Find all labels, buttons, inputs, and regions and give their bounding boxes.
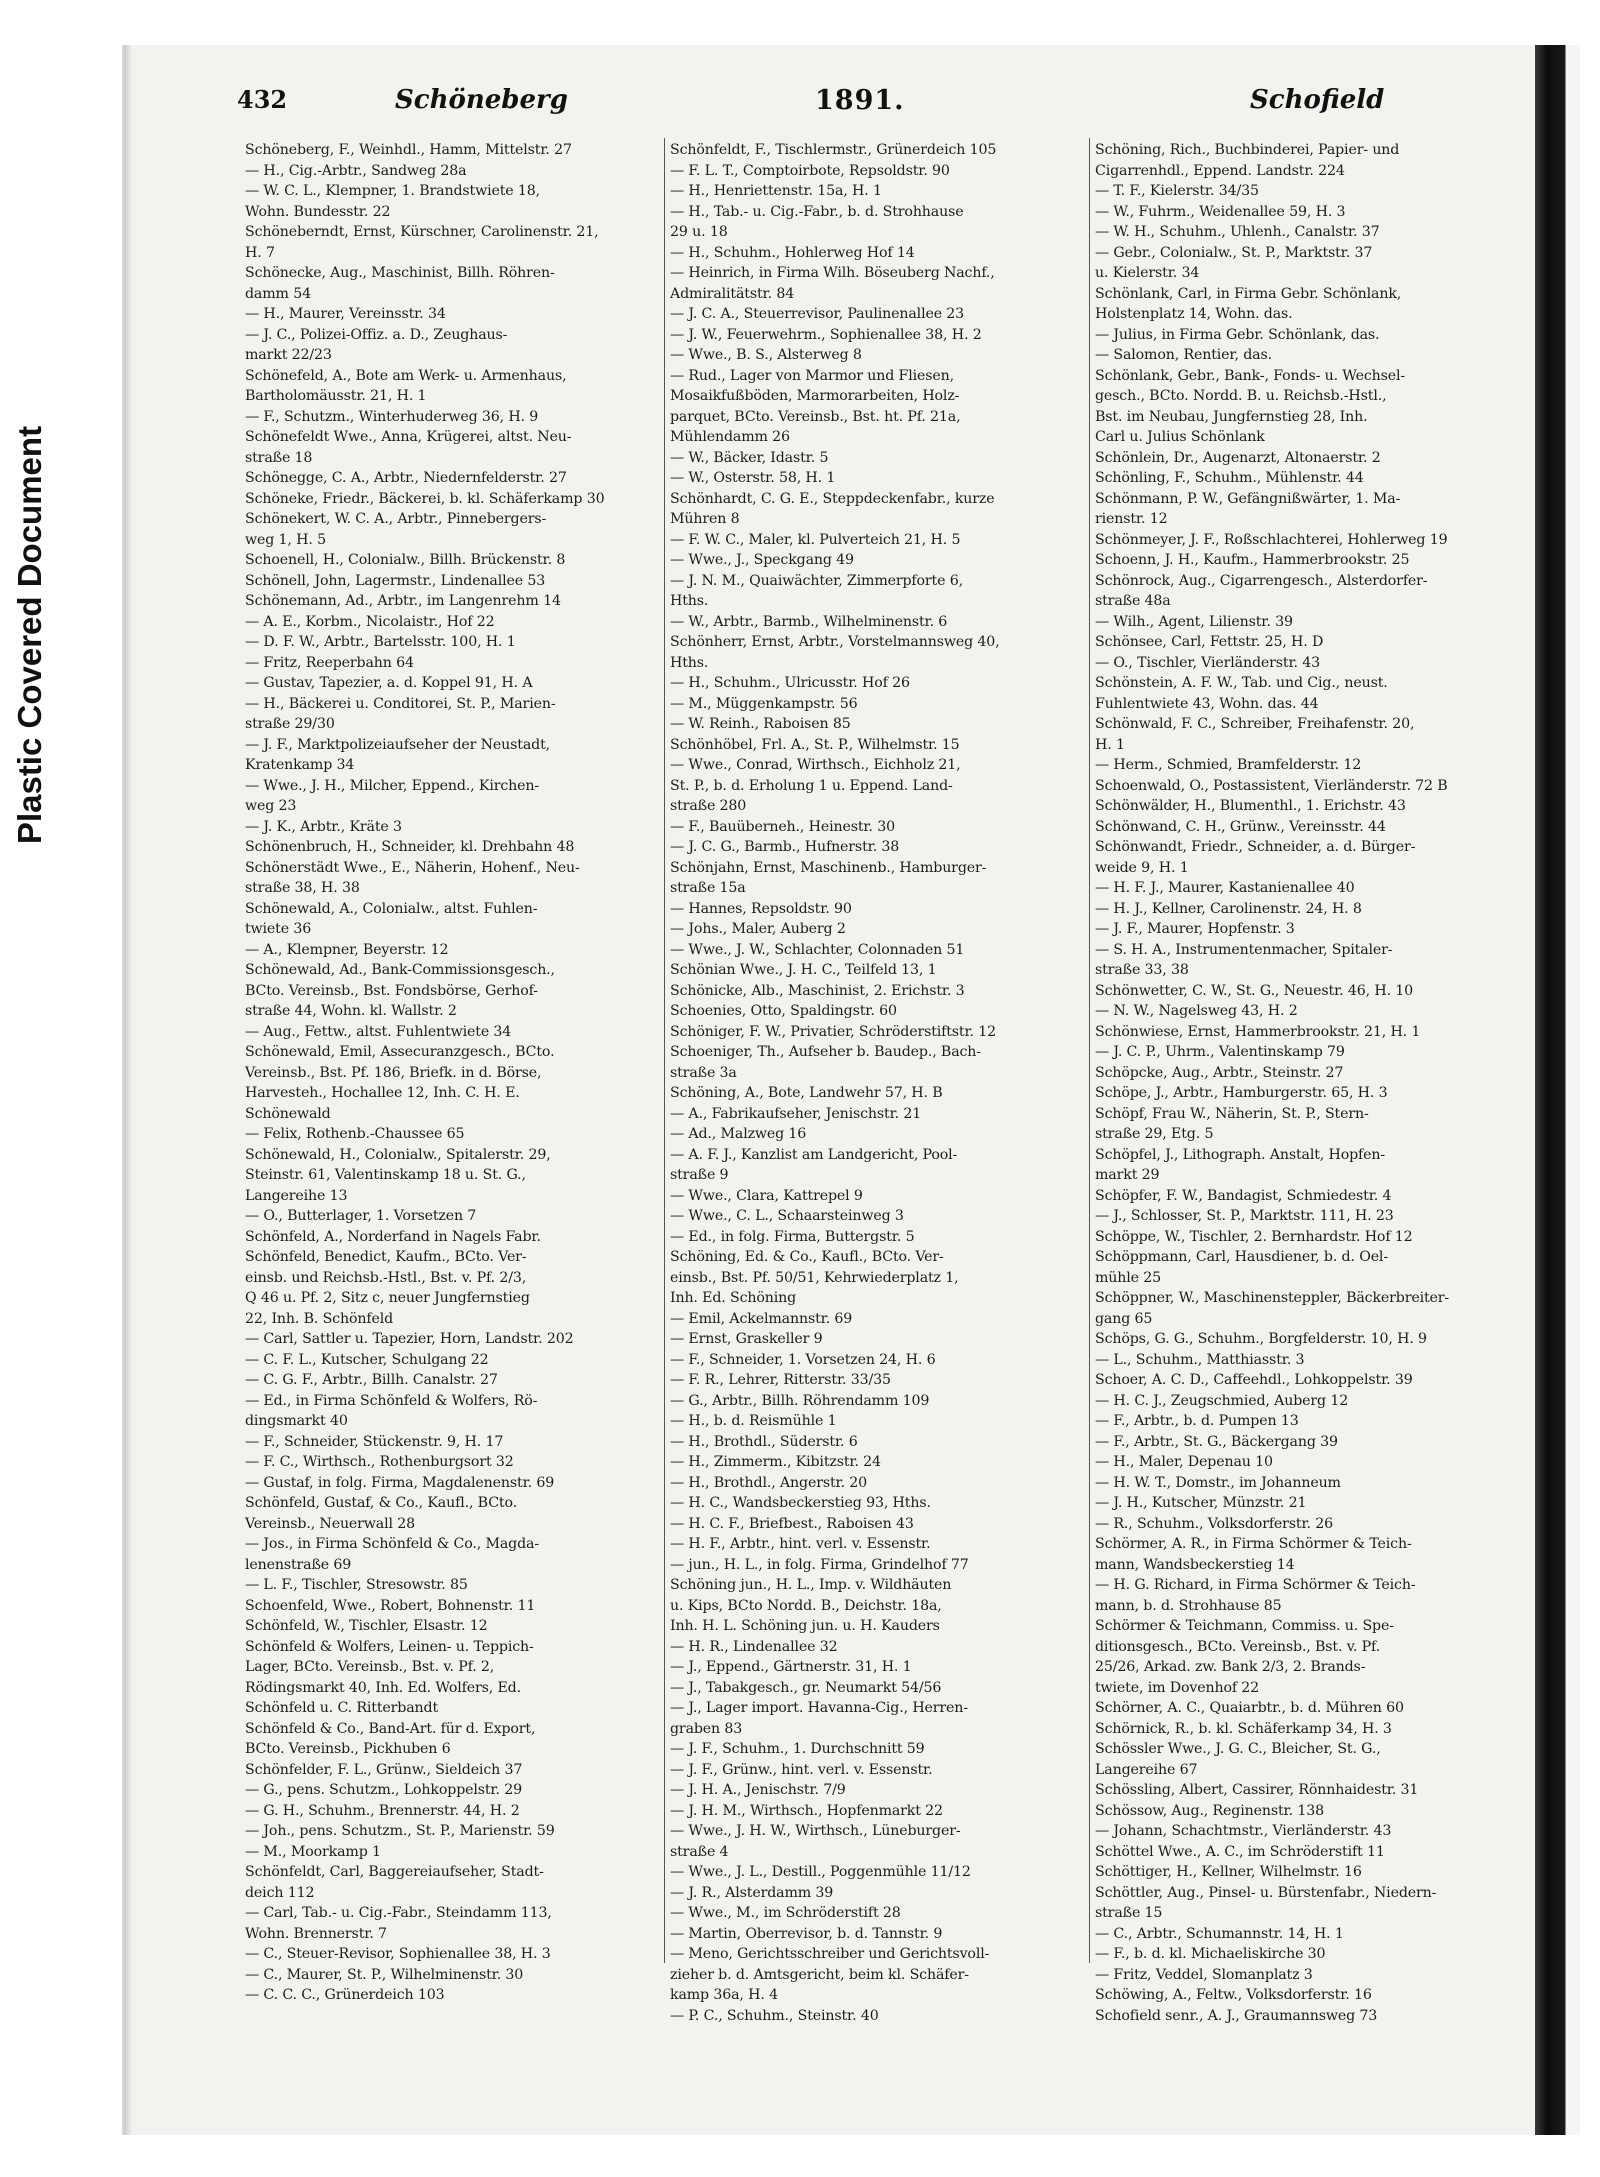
directory-entry: Mühren 8	[670, 511, 740, 527]
directory-entry: — Martin, Oberrevisor, b. d. Tannstr. 9	[670, 1925, 943, 1942]
directory-entry: — F. W. C., Maler, kl. Pulverteich 21, H. 5	[670, 531, 961, 548]
directory-entry: Schöpfel, J., Lithograph. Anstalt, Hopfen-	[1095, 1146, 1386, 1163]
directory-entry: — F., Schneider, Stückenstr. 9, H. 17	[245, 1433, 504, 1450]
directory-column-3	[1095, 140, 1507, 2024]
directory-entry: Schöneberg, F., Weinhdl., Hamm, Mittelstr. 27	[245, 142, 572, 158]
page-number: 432	[237, 85, 288, 114]
directory-entry: Schönefeldt Wwe., Anna, Krügerei, altst. Neu-	[245, 429, 572, 445]
directory-entry: Schönfeld, Gustaf, & Co., Kaufl., BCto.	[245, 1495, 517, 1511]
directory-entry: Vereinsb., Bst. Pf. 186, Briefk. in d. Börse,	[245, 1064, 542, 1081]
directory-entry: Schönenbruch, H., Schneider, kl. Drehbahn 48	[245, 839, 575, 855]
directory-entry: St. P., b. d. Erholung 1 u. Eppend. Land-	[670, 777, 953, 794]
directory-entry: — H. R., Lindenallee 32	[670, 1638, 838, 1655]
directory-entry: Schöning jun., H. L., Imp. v. Wildhäuten	[670, 1577, 952, 1593]
directory-entry: — G. H., Schuhm., Brennerstr. 44, H. 2	[245, 1802, 520, 1819]
directory-entry: — J. R., Alsterdamm 39	[670, 1884, 834, 1901]
directory-entry: Kratenkamp 34	[245, 757, 355, 773]
directory-entry: — F., Schutzm., Winterhuderweg 36, H. 9	[245, 408, 539, 425]
directory-entry: straße 44, Wohn. kl. Wallstr. 2	[245, 1003, 457, 1019]
directory-entry: Admiralitätstr. 84	[670, 285, 795, 302]
directory-entry: — Meno, Gerichtsschreiber und Gerichtsvoll-	[670, 1946, 990, 1962]
directory-entry: — J. F., Schuhm., 1. Durchschnitt 59	[670, 1741, 925, 1757]
directory-entry: — H. J., Kellner, Carolinenstr. 24, H. 8	[1095, 900, 1362, 917]
directory-entry: straße 15a	[670, 880, 746, 896]
directory-entry: Schönfeldt, F., Tischlermstr., Grünerdeich 105	[670, 142, 997, 158]
directory-entry: straße 280	[670, 798, 747, 814]
directory-entry: Schönewald, A., Colonialw., altst. Fuhlen-	[245, 900, 538, 917]
directory-entry: — J. F., Maurer, Hopfenstr. 3	[1095, 921, 1295, 937]
directory-entry: weg 23	[245, 798, 297, 814]
directory-entry: Schönwand, C. H., Grünw., Vereinsstr. 44	[1095, 818, 1386, 835]
directory-entry: — Fritz, Reeperbahn 64	[245, 654, 414, 671]
directory-entry: — M., Müggenkampstr. 56	[670, 695, 858, 712]
directory-entry: Carl u. Julius Schönlank	[1095, 429, 1265, 445]
directory-entry: — C., Maurer, St. P., Wilhelminenstr. 30	[245, 1966, 524, 1983]
directory-entry: mühle 25	[1095, 1269, 1162, 1286]
directory-entry: Schörner, A. C., Quaiarbtr., b. d. Mühren 60	[1095, 1700, 1404, 1716]
directory-entry: Schöneke, Friedr., Bäckerei, b. kl. Schäferkamp 30	[245, 490, 605, 507]
directory-entry: straße 33, 38	[1095, 962, 1189, 978]
directory-entry: — Emil, Ackelmannstr. 69	[670, 1310, 853, 1327]
directory-entry: — T. F., Kielerstr. 34/35	[1095, 183, 1259, 199]
directory-entry: Bst. im Neubau, Jungfernstieg 28, Inh.	[1095, 408, 1368, 425]
directory-entry: BCto. Vereinsb., Pickhuben 6	[245, 1741, 451, 1757]
directory-entry: Rödingsmarkt 40, Inh. Ed. Wolfers, Ed.	[245, 1679, 521, 1696]
directory-entry: — W. H., Schuhm., Uhlenh., Canalstr. 37	[1095, 224, 1380, 240]
directory-entry: — J. F., Grünw., hint. verl. v. Essenstr.	[670, 1761, 933, 1778]
directory-entry: Bartholomäusstr. 21, H. 1	[245, 388, 427, 404]
directory-entry: Schönfeld & Wolfers, Leinen- u. Teppich-	[245, 1638, 534, 1655]
page-gutter	[124, 45, 132, 2135]
directory-entry: mann, Wandsbeckerstieg 14	[1095, 1556, 1295, 1573]
directory-entry: — W., Bäcker, Idastr. 5	[670, 449, 829, 466]
directory-entry: Fuhlentwiete 43, Wohn. das. 44	[1095, 695, 1319, 712]
directory-entry: Schönegge, C. A., Arbtr., Niedernfelderstr. 27	[245, 470, 567, 486]
directory-entry: Schönewald	[245, 1105, 331, 1122]
directory-entry: Schöning, Rich., Buchbinderei, Papier- und	[1095, 142, 1400, 158]
page-header	[125, 85, 1525, 129]
directory-entry: — W. C. L., Klempner, 1. Brandstwiete 18,	[245, 183, 540, 199]
directory-entry: Schöttler, Aug., Pinsel- u. Bürstenfabr., Niedern-	[1095, 1884, 1437, 1901]
directory-entry: — H. W. T., Domstr., im Johanneum	[1095, 1474, 1341, 1491]
directory-entry: Schönefeld, A., Bote am Werk- u. Armenhaus,	[245, 367, 567, 384]
directory-entry: weg 1, H. 5	[245, 531, 326, 548]
directory-entry: — A. F. J., Kanzlist am Landgericht, Pool-	[670, 1146, 958, 1163]
directory-entry: — Wwe., J. H. W., Wirthsch., Lüneburger-	[670, 1823, 961, 1839]
directory-entry: — P. C., Schuhm., Steinstr. 40	[670, 2007, 879, 2024]
directory-entry: Schönwandt, Friedr., Schneider, a. d. Bürger-	[1095, 839, 1416, 855]
directory-entry: Schönian Wwe., J. H. C., Teilfeld 13, 1	[670, 962, 937, 978]
directory-entry: Lager, BCto. Vereinsb., Bst. v. Pf. 2,	[245, 1659, 495, 1675]
directory-entry: gesch., BCto. Nordd. B. u. Reichsb.-Hstl.,	[1095, 388, 1387, 404]
directory-entry: — H. C., Wandsbeckerstieg 93, Hths.	[670, 1495, 931, 1511]
directory-entry: Schöpfer, F. W., Bandagist, Schmiedestr. 4	[1095, 1187, 1392, 1204]
directory-entry: — N. W., Nagelsweg 43, H. 2	[1095, 1003, 1298, 1019]
directory-entry: — H., Maler, Depenau 10	[1095, 1454, 1273, 1470]
directory-entry: Schönfeldt, Carl, Baggereiaufseher, Stadt-	[245, 1864, 544, 1880]
directory-entry: mann, b. d. Strohhause 85	[1095, 1597, 1282, 1614]
directory-entry: — J. C., Polizei-Offiz. a. D., Zeughaus-	[245, 326, 508, 343]
side-label-text: Plastic Covered Document	[11, 425, 48, 845]
directory-entry: weide 9, H. 1	[1095, 859, 1189, 876]
directory-entry: straße 29, Etg. 5	[1095, 1126, 1214, 1142]
directory-entry: — Salomon, Rentier, das.	[1095, 347, 1272, 363]
directory-entry: — G., pens. Schutzm., Lohkoppelstr. 29	[245, 1782, 522, 1798]
directory-entry: — Wwe., J. L., Destill., Poggenmühle 11/12	[670, 1864, 971, 1880]
directory-entry: Schoenwald, O., Postassistent, Vierländerstr. 72 B	[1095, 777, 1448, 794]
directory-entry: BCto. Vereinsb., Bst. Fondsbörse, Gerhof-	[245, 982, 538, 999]
directory-entry: Schöppmann, Carl, Hausdiener, b. d. Oel-	[1095, 1249, 1388, 1265]
directory-entry: H. 7	[245, 244, 275, 261]
directory-entry: Schönfeld & Co., Band-Art. für d. Export,	[245, 1720, 536, 1737]
directory-entry: Schönewald, Emil, Assecuranzgesch., BCto.	[245, 1044, 555, 1060]
directory-entry: Schöneberndt, Ernst, Kürschner, Carolinenstr. 21,	[245, 224, 599, 240]
directory-entry: Schönsee, Carl, Fettstr. 25, H. D	[1095, 634, 1324, 650]
left-running-head: Schöneberg	[395, 85, 568, 115]
directory-entry: — Wwe., B. S., Alsterweg 8	[670, 347, 862, 363]
directory-entry: — H. G. Richard, in Firma Schörmer & Teich-	[1095, 1577, 1416, 1593]
directory-entry: — L. F., Tischler, Stresowstr. 85	[245, 1577, 468, 1593]
directory-entry: lenenstraße 69	[245, 1556, 352, 1573]
directory-entry: — J., Lager import. Havanna-Cig., Herren-	[670, 1700, 968, 1716]
directory-entry: Cigarrenhdl., Eppend. Landstr. 224	[1095, 162, 1345, 179]
directory-entry: Schöps, G. G., Schuhm., Borgfelderstr. 10, H. 9	[1095, 1331, 1427, 1347]
directory-entry: Schönfeld, W., Tischler, Elsastr. 12	[245, 1618, 488, 1634]
directory-entry: 25/26, Arkad. zw. Bank 2/3, 2. Brands-	[1095, 1659, 1366, 1675]
directory-entry: straße 38, H. 38	[245, 880, 360, 896]
directory-entry: — Wwe., Clara, Kattrepel 9	[670, 1187, 863, 1204]
directory-entry: — Aug., Fettw., altst. Fuhlentwiete 34	[245, 1023, 512, 1040]
directory-entry: Schönstein, A. F. W., Tab. und Cig., neust.	[1095, 675, 1388, 691]
directory-entry: Schönherr, Ernst, Arbtr., Vorstelmannsweg 40,	[670, 634, 1000, 650]
directory-entry: Langereihe 67	[1095, 1761, 1198, 1778]
directory-entry: 29 u. 18	[670, 224, 728, 240]
directory-entry: — Wwe., J. H., Milcher, Eppend., Kirchen-	[245, 777, 540, 794]
directory-entry: — Johann, Schachtmstr., Vierländerstr. 43	[1095, 1823, 1392, 1839]
directory-entry: — Gebr., Colonialw., St. P., Marktstr. 37	[1095, 244, 1373, 261]
directory-entry: u. Kielerstr. 34	[1095, 265, 1200, 281]
directory-entry: — J. K., Arbtr., Kräte 3	[245, 818, 402, 835]
directory-entry: straße 15	[1095, 1905, 1163, 1921]
directory-entry: Schönell, John, Lagermstr., Lindenallee 53	[245, 572, 546, 589]
directory-entry: — Johs., Maler, Auberg 2	[670, 921, 846, 937]
directory-entry: straße 4	[670, 1843, 729, 1860]
directory-entry: straße 48a	[1095, 593, 1171, 609]
directory-entry: — Fritz, Veddel, Slomanplatz 3	[1095, 1966, 1313, 1983]
directory-entry: — H., Bäckerei u. Conditorei, St. P., Marien-	[245, 695, 556, 712]
directory-entry: — G., Arbtr., Billh. Röhrendamm 109	[670, 1392, 930, 1409]
directory-entry: — Julius, in Firma Gebr. Schönlank, das.	[1095, 326, 1380, 343]
directory-entry: — Ad., Malzweg 16	[670, 1126, 807, 1142]
directory-entry: — H., Brothdl., Süderstr. 6	[670, 1433, 858, 1450]
directory-entry: Schöttiger, H., Kellner, Wilhelmstr. 16	[1095, 1864, 1362, 1880]
directory-entry: Schörnick, R., b. kl. Schäferkamp 34, H. 3	[1095, 1720, 1392, 1737]
directory-entry: Schönewald, Ad., Bank-Commissionsgesch.,	[245, 962, 555, 978]
directory-entry: Langereihe 13	[245, 1187, 348, 1204]
directory-entry: twiete 36	[245, 921, 312, 937]
directory-entry: — C. G. F., Arbtr., Billh. Canalstr. 27	[245, 1372, 498, 1388]
year-heading: 1891.	[815, 85, 905, 116]
directory-entry: — A., Klempner, Beyerstr. 12	[245, 941, 449, 958]
directory-entry: — F. C., Wirthsch., Rothenburgsort 32	[245, 1454, 514, 1470]
directory-entry: Vereinsb., Neuerwall 28	[245, 1515, 415, 1532]
directory-entry: Schönecke, Aug., Maschinist, Billh. Röhren-	[245, 265, 555, 281]
directory-entry: Schönlein, Dr., Augenarzt, Altonaerstr. 2	[1095, 449, 1381, 466]
directory-entry: rienstr. 12	[1095, 511, 1168, 527]
directory-entry: Schönfeld, Benedict, Kaufm., BCto. Ver-	[245, 1249, 527, 1265]
directory-entry: — Jos., in Firma Schönfeld & Co., Magda-	[245, 1536, 539, 1552]
directory-entry: — Ernst, Graskeller 9	[670, 1331, 823, 1347]
directory-entry: — J. H. A., Jenischstr. 7/9	[670, 1782, 846, 1798]
directory-entry: — Wilh., Agent, Lilienstr. 39	[1095, 613, 1293, 630]
directory-entry: — Herm., Schmied, Bramfelderstr. 12	[1095, 757, 1362, 773]
directory-entry: Schofield senr., A. J., Graumannsweg 73	[1095, 2007, 1378, 2024]
directory-entry: — J., Tabakgesch., gr. Neumarkt 54/56	[670, 1679, 942, 1696]
directory-entry: — F., Bauüberneh., Heinestr. 30	[670, 818, 895, 835]
directory-entry: — H. C. F., Briefbest., Raboisen 43	[670, 1515, 914, 1532]
directory-entry: — F., b. d. kl. Michaeliskirche 30	[1095, 1946, 1326, 1962]
directory-entry: Schönjahn, Ernst, Maschinenb., Hamburger-	[670, 859, 987, 876]
directory-entry: Steinstr. 61, Valentinskamp 18 u. St. G.,	[245, 1167, 526, 1183]
directory-entry: Schönemann, Ad., Arbtr., im Langenrehm 14	[245, 593, 561, 609]
directory-entry: dingsmarkt 40	[245, 1413, 348, 1429]
directory-entry: — J. H. M., Wirthsch., Hopfenmarkt 22	[670, 1802, 943, 1819]
directory-entry: Schönwiese, Ernst, Hammerbrookstr. 21, H. 1	[1095, 1023, 1421, 1040]
directory-entry: Schöppner, W., Maschinensteppler, Bäckerbreiter-	[1095, 1290, 1450, 1306]
directory-entry: zieher b. d. Amtsgericht, beim kl. Schäfer-	[670, 1966, 969, 1983]
directory-entry: — Wwe., C. L., Schaarsteinweg 3	[670, 1208, 904, 1224]
directory-column-2	[670, 140, 1082, 2024]
directory-entry: Schönling, F., Schuhm., Mühlenstr. 44	[1095, 470, 1364, 486]
directory-entry: Inh. Ed. Schöning	[670, 1290, 797, 1306]
column-rule	[1089, 138, 1090, 1963]
directory-entry: H. 1	[1095, 736, 1125, 753]
directory-entry: Schoenfeld, Wwe., Robert, Bohnenstr. 11	[245, 1597, 536, 1614]
directory-entry: Schönmann, P. W., Gefängnißwärter, 1. Ma-	[1095, 490, 1401, 507]
directory-entry: — C., Arbtr., Schumannstr. 14, H. 1	[1095, 1925, 1344, 1942]
directory-entry: — H. F. J., Maurer, Kastanienallee 40	[1095, 880, 1355, 896]
directory-entry: — H., Brothdl., Angerstr. 20	[670, 1474, 868, 1491]
directory-entry: markt 29	[1095, 1167, 1160, 1183]
directory-entry: straße 9	[670, 1167, 729, 1183]
directory-entry: — F., Arbtr., b. d. Pumpen 13	[1095, 1413, 1299, 1429]
directory-entry: — Wwe., J., Speckgang 49	[670, 552, 854, 568]
directory-entry: — O., Butterlager, 1. Vorsetzen 7	[245, 1208, 477, 1224]
directory-entry: Schöpcke, Aug., Arbtr., Steinstr. 27	[1095, 1064, 1344, 1081]
directory-entry: Schöpf, Frau W., Näherin, St. P., Stern-	[1095, 1105, 1369, 1122]
directory-entry: Schönhöbel, Frl. A., St. P., Wilhelmstr. 15	[670, 736, 960, 753]
directory-entry: gang 65	[1095, 1310, 1153, 1327]
directory-entry: Schössow, Aug., Reginenstr. 138	[1095, 1802, 1324, 1819]
directory-entry: — C. C. C., Grünerdeich 103	[245, 1987, 445, 2003]
directory-entry: — J. N. M., Quaiwächter, Zimmerpforte 6,	[670, 572, 963, 589]
directory-entry: — F. L. T., Comptoirbote, Repsoldstr. 90	[670, 162, 950, 179]
directory-entry: — Gustaf, in folg. Firma, Magdalenenstr. 69	[245, 1474, 555, 1491]
directory-entry: — Wwe., J. W., Schlachter, Colonnaden 51	[670, 941, 965, 958]
directory-entry: einsb. und Reichsb.-Hstl., Bst. v. Pf. 2/3,	[245, 1269, 527, 1286]
directory-entry: — S. H. A., Instrumentenmacher, Spitaler-	[1095, 941, 1393, 958]
directory-entry: — Ed., in Firma Schönfeld & Wolfers, Rö-	[245, 1392, 538, 1409]
directory-entry: — J., Eppend., Gärtnerstr. 31, H. 1	[670, 1659, 912, 1675]
directory-entry: — C., Steuer-Revisor, Sophienallee 38, H. 3	[245, 1946, 551, 1962]
directory-entry: Schönlank, Gebr., Bank-, Fonds- u. Wechsel-	[1095, 367, 1406, 384]
directory-entry: — O., Tischler, Vierländerstr. 43	[1095, 654, 1320, 671]
directory-entry: — H. F., Arbtr., hint. verl. v. Essenstr.	[670, 1536, 931, 1552]
right-edge-strip	[1565, 45, 1580, 2135]
directory-entry: Schöpe, J., Arbtr., Hamburgerstr. 65, H. 3	[1095, 1085, 1388, 1101]
directory-entry: markt 22/23	[245, 347, 332, 363]
directory-entry: Schönerstädt Wwe., E., Näherin, Hohenf., Neu-	[245, 859, 580, 876]
directory-entry: — H., Henriettenstr. 15a, H. 1	[670, 183, 882, 199]
directory-entry: Wohn. Brennerstr. 7	[245, 1925, 387, 1942]
directory-entry: Schönhardt, C. G. E., Steppdeckenfabr., kurze	[670, 490, 995, 507]
directory-entry: — H., b. d. Reismühle 1	[670, 1413, 837, 1429]
directory-entry: Schönwetter, C. W., St. G., Neuestr. 46, H. 10	[1095, 982, 1414, 999]
directory-entry: Schönewald, H., Colonialw., Spitalerstr. 29,	[245, 1146, 551, 1163]
directory-entry: Schönmeyer, J. F., Roßschlachterei, Hohlerweg 19	[1095, 531, 1448, 548]
directory-entry: graben 83	[670, 1720, 743, 1737]
directory-entry: Mosaikfußböden, Marmorarbeiten, Holz-	[670, 388, 960, 404]
directory-column-1	[245, 140, 657, 2003]
directory-entry: Holstenplatz 14, Wohn. das.	[1095, 306, 1293, 322]
directory-entry: — W., Arbtr., Barmb., Wilhelminenstr. 6	[670, 613, 948, 630]
directory-entry: — Carl, Sattler u. Tapezier, Horn, Landstr. 202	[245, 1331, 574, 1347]
directory-entry: 22, Inh. B. Schönfeld	[245, 1310, 394, 1327]
directory-entry: Schoenies, Otto, Spaldingstr. 60	[670, 1003, 897, 1019]
directory-entry: — J. C. P., Uhrm., Valentinskamp 79	[1095, 1044, 1345, 1060]
directory-entry: deich 112	[245, 1884, 315, 1901]
directory-entry: Schönfeld, A., Norderfand in Nagels Fabr.	[245, 1228, 541, 1245]
directory-entry: — J. F., Marktpolizeiaufseher der Neustadt,	[245, 736, 550, 753]
directory-entry: u. Kips, BCto Nordd. B., Deichstr. 18a,	[670, 1597, 942, 1614]
directory-entry: Schöniger, F. W., Privatier, Schröderstiftstr. 12	[670, 1023, 997, 1040]
directory-entry: — Joh., pens. Schutzm., St. P., Marienstr. 59	[245, 1823, 555, 1839]
directory-entry: Schöwing, A., Feltw., Volksdorferstr. 16	[1095, 1987, 1372, 2003]
directory-entry: — F., Arbtr., St. G., Bäckergang 39	[1095, 1433, 1338, 1450]
directory-entry: kamp 36a, H. 4	[670, 1987, 778, 2003]
directory-entry: — Felix, Rothenb.-Chaussee 65	[245, 1126, 465, 1142]
directory-entry: — J., Schlosser, St. P., Marktstr. 111, H. 23	[1095, 1208, 1394, 1224]
directory-entry: — H., Cig.-Arbtr., Sandweg 28a	[245, 162, 467, 179]
directory-entry: — jun., H. L., in folg. Firma, Grindelhof 77	[670, 1556, 969, 1573]
directory-entry: straße 18	[245, 449, 313, 466]
directory-entry: — W. Reinh., Raboisen 85	[670, 716, 851, 732]
directory-entry: — H., Zimmerm., Kibitzstr. 24	[670, 1454, 881, 1470]
right-edge-shadow	[1535, 45, 1565, 2135]
directory-entry: straße 3a	[670, 1064, 737, 1081]
directory-entry: — R., Schuhm., Volksdorferstr. 26	[1095, 1515, 1334, 1532]
directory-entry: — J. W., Feuerwehrm., Sophienallee 38, H. 2	[670, 326, 982, 343]
directory-entry: — D. F. W., Arbtr., Bartelsstr. 100, H. 1	[245, 634, 516, 650]
directory-entry: Schönrock, Aug., Cigarrengesch., Alsterdorfer-	[1095, 572, 1428, 589]
directory-entry: — Ed., in folg. Firma, Buttergstr. 5	[670, 1228, 915, 1245]
directory-entry: Schoenn, J. H., Kaufm., Hammerbrookstr. 25	[1095, 552, 1410, 568]
directory-entry: — J. H., Kutscher, Münzstr. 21	[1095, 1495, 1307, 1511]
directory-entry: — H., Maurer, Vereinsstr. 34	[245, 306, 446, 322]
directory-entry: — Rud., Lager von Marmor und Fliesen,	[670, 367, 954, 384]
directory-entry: Mühlendamm 26	[670, 429, 790, 445]
directory-entry: Schöppe, W., Tischler, 2. Bernhardstr. Hof 12	[1095, 1228, 1413, 1245]
directory-entry: Harvestеh., Hochallee 12, Inh. C. H. E.	[245, 1085, 520, 1101]
right-running-head: Schofield	[1250, 85, 1385, 115]
directory-entry: — W., Osterstr. 58, H. 1	[670, 470, 836, 486]
directory-entry: — H. C. J., Zeugschmied, Auberg 12	[1095, 1392, 1349, 1409]
directory-entry: Schöttel Wwe., A. C., im Schröderstift 11	[1095, 1843, 1385, 1860]
directory-entry: — A. E., Korbm., Nicolaistr., Hof 22	[245, 613, 495, 630]
directory-entry: — F., Schneider, 1. Vorsetzen 24, H. 6	[670, 1351, 936, 1368]
directory-entry: damm 54	[245, 285, 311, 302]
directory-entry: Schössling, Albert, Cassirer, Rönnhaidestr. 31	[1095, 1782, 1419, 1798]
directory-entry: — L., Schuhm., Matthiasstr. 3	[1095, 1351, 1305, 1368]
directory-entry: Schönwald, F. C., Schreiber, Freihafenstr. 20,	[1095, 716, 1415, 732]
directory-entry: einsb., Bst. Pf. 50/51, Kehrwiederplatz 1,	[670, 1269, 959, 1286]
directory-entry: Schörmer & Teichmann, Commiss. u. Spe-	[1095, 1618, 1394, 1634]
directory-entry: Wohn. Bundesstr. 22	[245, 203, 391, 220]
directory-entry: Inh. H. L. Schöning jun. u. H. Kauders	[670, 1618, 940, 1634]
directory-entry: — F. R., Lehrer, Ritterstr. 33/35	[670, 1372, 891, 1388]
directory-entry: — Wwe., Conrad, Wirthsch., Eichholz 21,	[670, 757, 961, 773]
directory-entry: Hths.	[670, 593, 709, 609]
directory-entry: — H., Schuhm., Hohlerweg Hof 14	[670, 244, 915, 261]
column-rule	[664, 138, 665, 1963]
directory-entry: straße 29/30	[245, 716, 335, 732]
directory-entry: — M., Moorkamp 1	[245, 1843, 381, 1860]
directory-entry: — C. F. L., Kutscher, Schulgang 22	[245, 1351, 489, 1368]
directory-entry: Schoenell, H., Colonialw., Billh. Brückenstr. 8	[245, 552, 566, 568]
directory-entry: — Hannes, Repsoldstr. 90	[670, 900, 852, 917]
directory-entry: — A., Fabrikaufseher, Jenischstr. 21	[670, 1105, 922, 1122]
directory-entry: Schönekert, W. C. A., Arbtr., Pinnebergers-	[245, 511, 547, 527]
directory-entry: — J. C. G., Barmb., Hufnerstr. 38	[670, 839, 900, 855]
directory-entry: Schössler Wwe., J. G. C., Bleicher, St. G.,	[1095, 1741, 1381, 1757]
directory-entry: Schönicke, Alb., Maschinist, 2. Erichstr. 3	[670, 982, 965, 999]
directory-entry: Schöning, Ed. & Co., Kaufl., BCto. Ver-	[670, 1249, 944, 1265]
directory-entry: ditionsgesch., BCto. Vereinsb., Bst. v. Pf.	[1095, 1638, 1380, 1655]
directory-entry: — Wwe., M., im Schröderstift 28	[670, 1905, 901, 1921]
directory-entry: parquet, BCto. Vereinsb., Bst. ht. Pf. 21a,	[670, 408, 961, 425]
directory-entry: Schoeniger, Th., Aufseher b. Baudep., Bach-	[670, 1044, 981, 1060]
directory-entry: — W., Fuhrm., Weidenallee 59, H. 3	[1095, 203, 1346, 220]
directory-entry: Schöning, A., Bote, Landwehr 57, H. B	[670, 1085, 943, 1101]
directory-entry: Schönlank, Carl, in Firma Gebr. Schönlank,	[1095, 285, 1402, 302]
directory-entry: Schoer, A. C. D., Caffeehdl., Lohkoppelstr. 39	[1095, 1372, 1413, 1388]
directory-entry: — J. C. A., Steuerrevisor, Paulinenallee 23	[670, 306, 965, 322]
directory-entry: — Gustav, Tapezier, a. d. Koppel 91, H. A	[245, 675, 533, 691]
side-label	[0, 0, 60, 2177]
directory-entry: Hths.	[670, 654, 709, 671]
directory-entry: Schörmer, A. R., in Firma Schörmer & Teich-	[1095, 1536, 1412, 1552]
directory-entry: Schönfelder, F. L., Grünw., Sieldeich 37	[245, 1761, 523, 1778]
directory-entry: — H., Schuhm., Ulricusstr. Hof 26	[670, 675, 910, 691]
directory-entry: Q 46 u. Pf. 2, Sitz c, neuer Jungfernstieg	[245, 1290, 530, 1306]
directory-entry: — Carl, Tab.- u. Cig.-Fabr., Steindamm 113,	[245, 1905, 552, 1921]
directory-entry: Schönfeld u. C. Ritterbandt	[245, 1700, 438, 1716]
directory-entry: — Heinrich, in Firma Wilh. Böseuberg Nachf.,	[670, 265, 995, 281]
directory-entry: Schönwälder, H., Blumenthl., 1. Erichstr. 43	[1095, 798, 1406, 814]
directory-entry: — H., Tab.- u. Cig.-Fabr., b. d. Strohhause	[670, 203, 964, 220]
directory-entry: twiete, im Dovenhof 22	[1095, 1679, 1260, 1696]
